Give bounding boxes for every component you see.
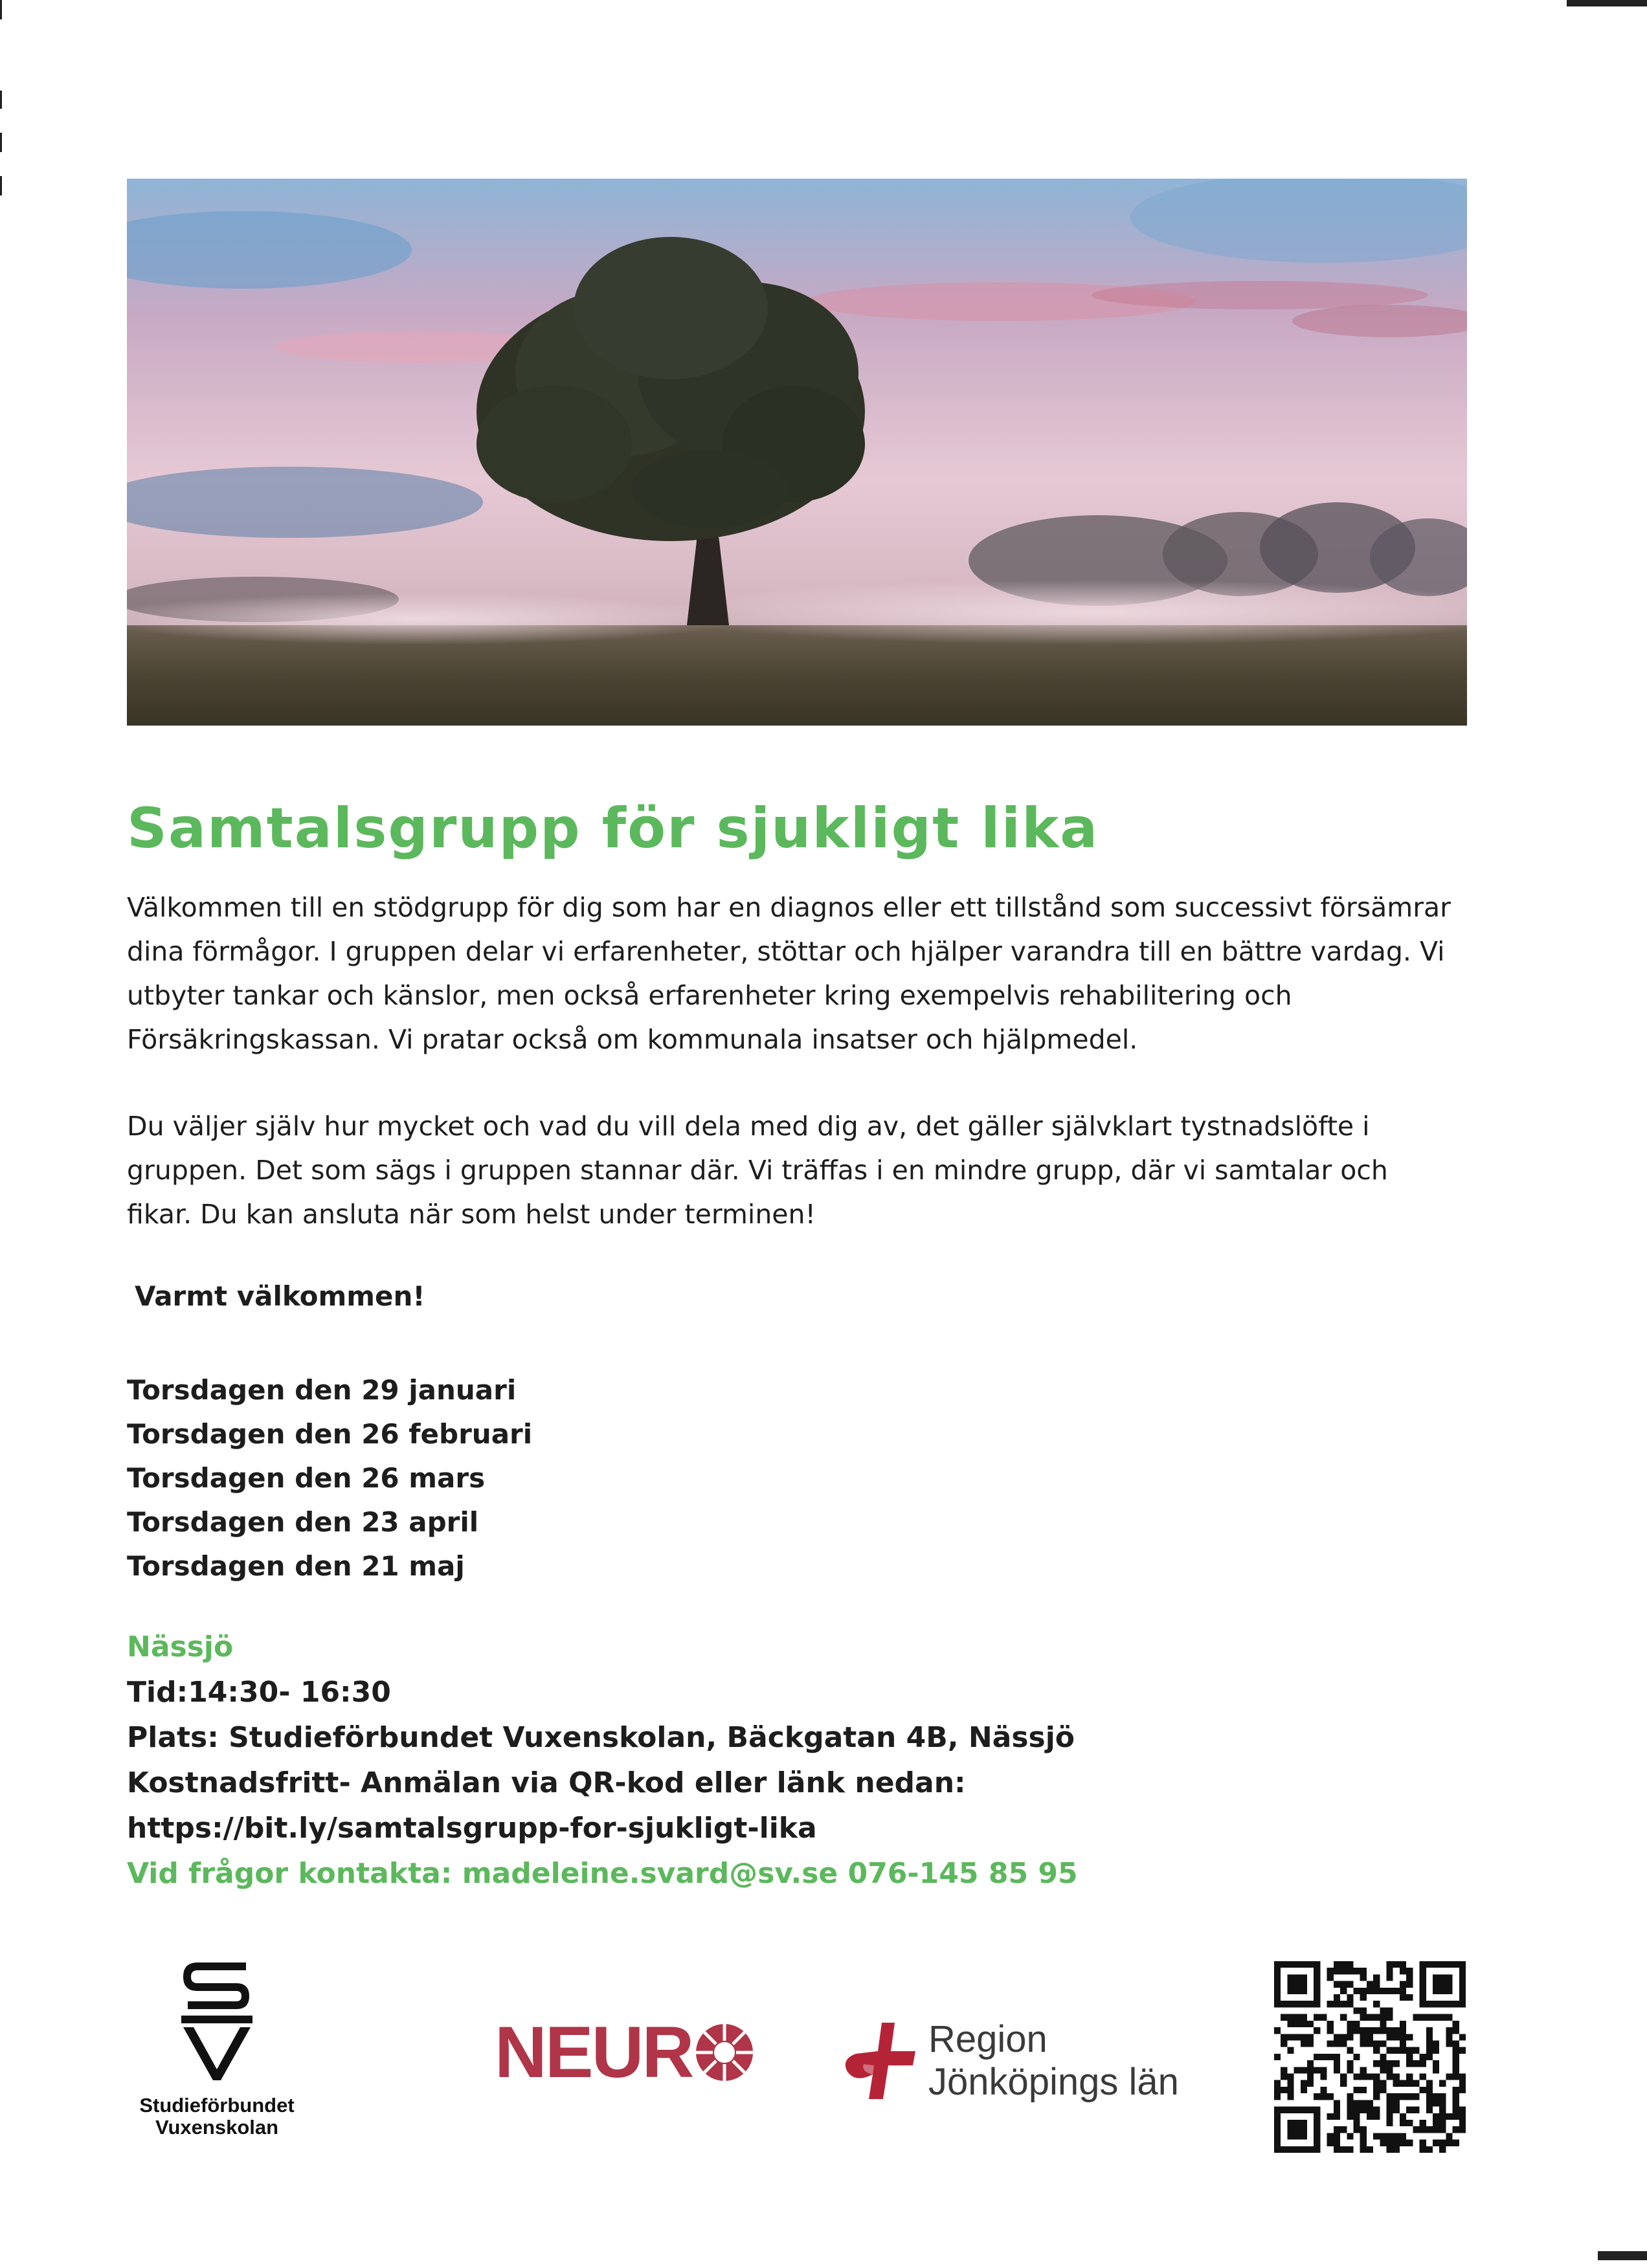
location-city: Nässjö [127,1630,234,1663]
scan-edge-mark [0,0,2,19]
place-text: Plats: Studieförbundet Vuxenskolan, Bäckgatan 4B, Nässjö [127,1721,1075,1754]
time-text: Tid:14:30- 16:30 [127,1676,391,1709]
date-item: Torsdagen den 23 april [127,1506,479,1538]
neuro-burst-icon [693,2021,756,2084]
intro-paragraph [127,885,1473,1062]
registration-text: Kostnadsfritt- Anmälan via QR-kod eller länk nedan: [127,1766,966,1799]
intro-line: dina förmågor. I gruppen delar vi erfarenheter, stöttar och hjälper varandra till en bättre vardag. Vi [127,936,1445,967]
paragraph-line: Du väljer själv hur mycket och vad du vill dela med dig av, det gäller självklart tystnadslöfte i [127,1111,1370,1142]
date-item: Torsdagen den 29 januari [127,1374,517,1406]
date-item: Torsdagen den 26 mars [127,1462,486,1494]
scan-edge-mark [1598,2251,1647,2260]
date-item: Torsdagen den 26 februari [127,1418,533,1450]
region-jonkoping-logo [842,2018,1179,2104]
region-logo-text [928,2018,1179,2104]
event-details [127,1625,1078,1896]
welcome-text: Varmt välkommen! [135,1280,425,1312]
sv-logo-line: Studieförbundet [139,2094,295,2117]
intro-line: Välkommen till en stödgrupp för dig som har en diagnos eller ett tillstånd som successivt försämrar [127,892,1451,923]
qr-code[interactable] [1274,1961,1466,2153]
scan-edge-mark [0,133,2,152]
neuro-logo-word: NEUR [495,2012,693,2093]
sv-logo-name [123,2095,311,2139]
privacy-paragraph [127,1104,1473,1236]
scan-edge-mark [1567,0,1647,6]
meeting-dates-list [127,1368,532,1588]
intro-line: Försäkringskassan. Vi pratar också om kommunala insatser och hjälpmedel. [127,1024,1138,1055]
sv-logo [123,1956,311,2150]
sv-logo-line: Vuxenskolan [155,2116,279,2139]
scan-edge-mark [0,176,2,195]
region-cross-icon [842,2019,919,2103]
sv-emblem-icon [172,1956,262,2085]
intro-line: utbyter tankar och känslor, men också erfarenheter kring exempelvis rehabilitering och [127,980,1292,1011]
paragraph-line: fikar. Du kan ansluta när som helst under terminen! [127,1199,816,1230]
qr-code-icon [1274,1961,1466,2153]
page-title: Samtalsgrupp för sjukligt lika [127,796,1099,861]
paragraph-line: gruppen. Det som sägs i gruppen stannar där. Vi träffas i en mindre grupp, där vi samtalar och [127,1155,1388,1186]
neuro-logo [495,2012,756,2093]
contact-text: Vid frågor kontakta: madeleine.svard@sv.se 076-145 85 95 [127,1857,1078,1890]
date-item: Torsdagen den 21 maj [127,1550,465,1582]
hero-image [127,179,1467,726]
region-logo-line: Region [928,2018,1048,2060]
scan-edge-mark [0,91,2,109]
region-logo-line: Jönköpings län [928,2061,1179,2103]
registration-link[interactable]: https://bit.ly/samtalsgrupp-for-sjukligt-lika [127,1812,817,1845]
